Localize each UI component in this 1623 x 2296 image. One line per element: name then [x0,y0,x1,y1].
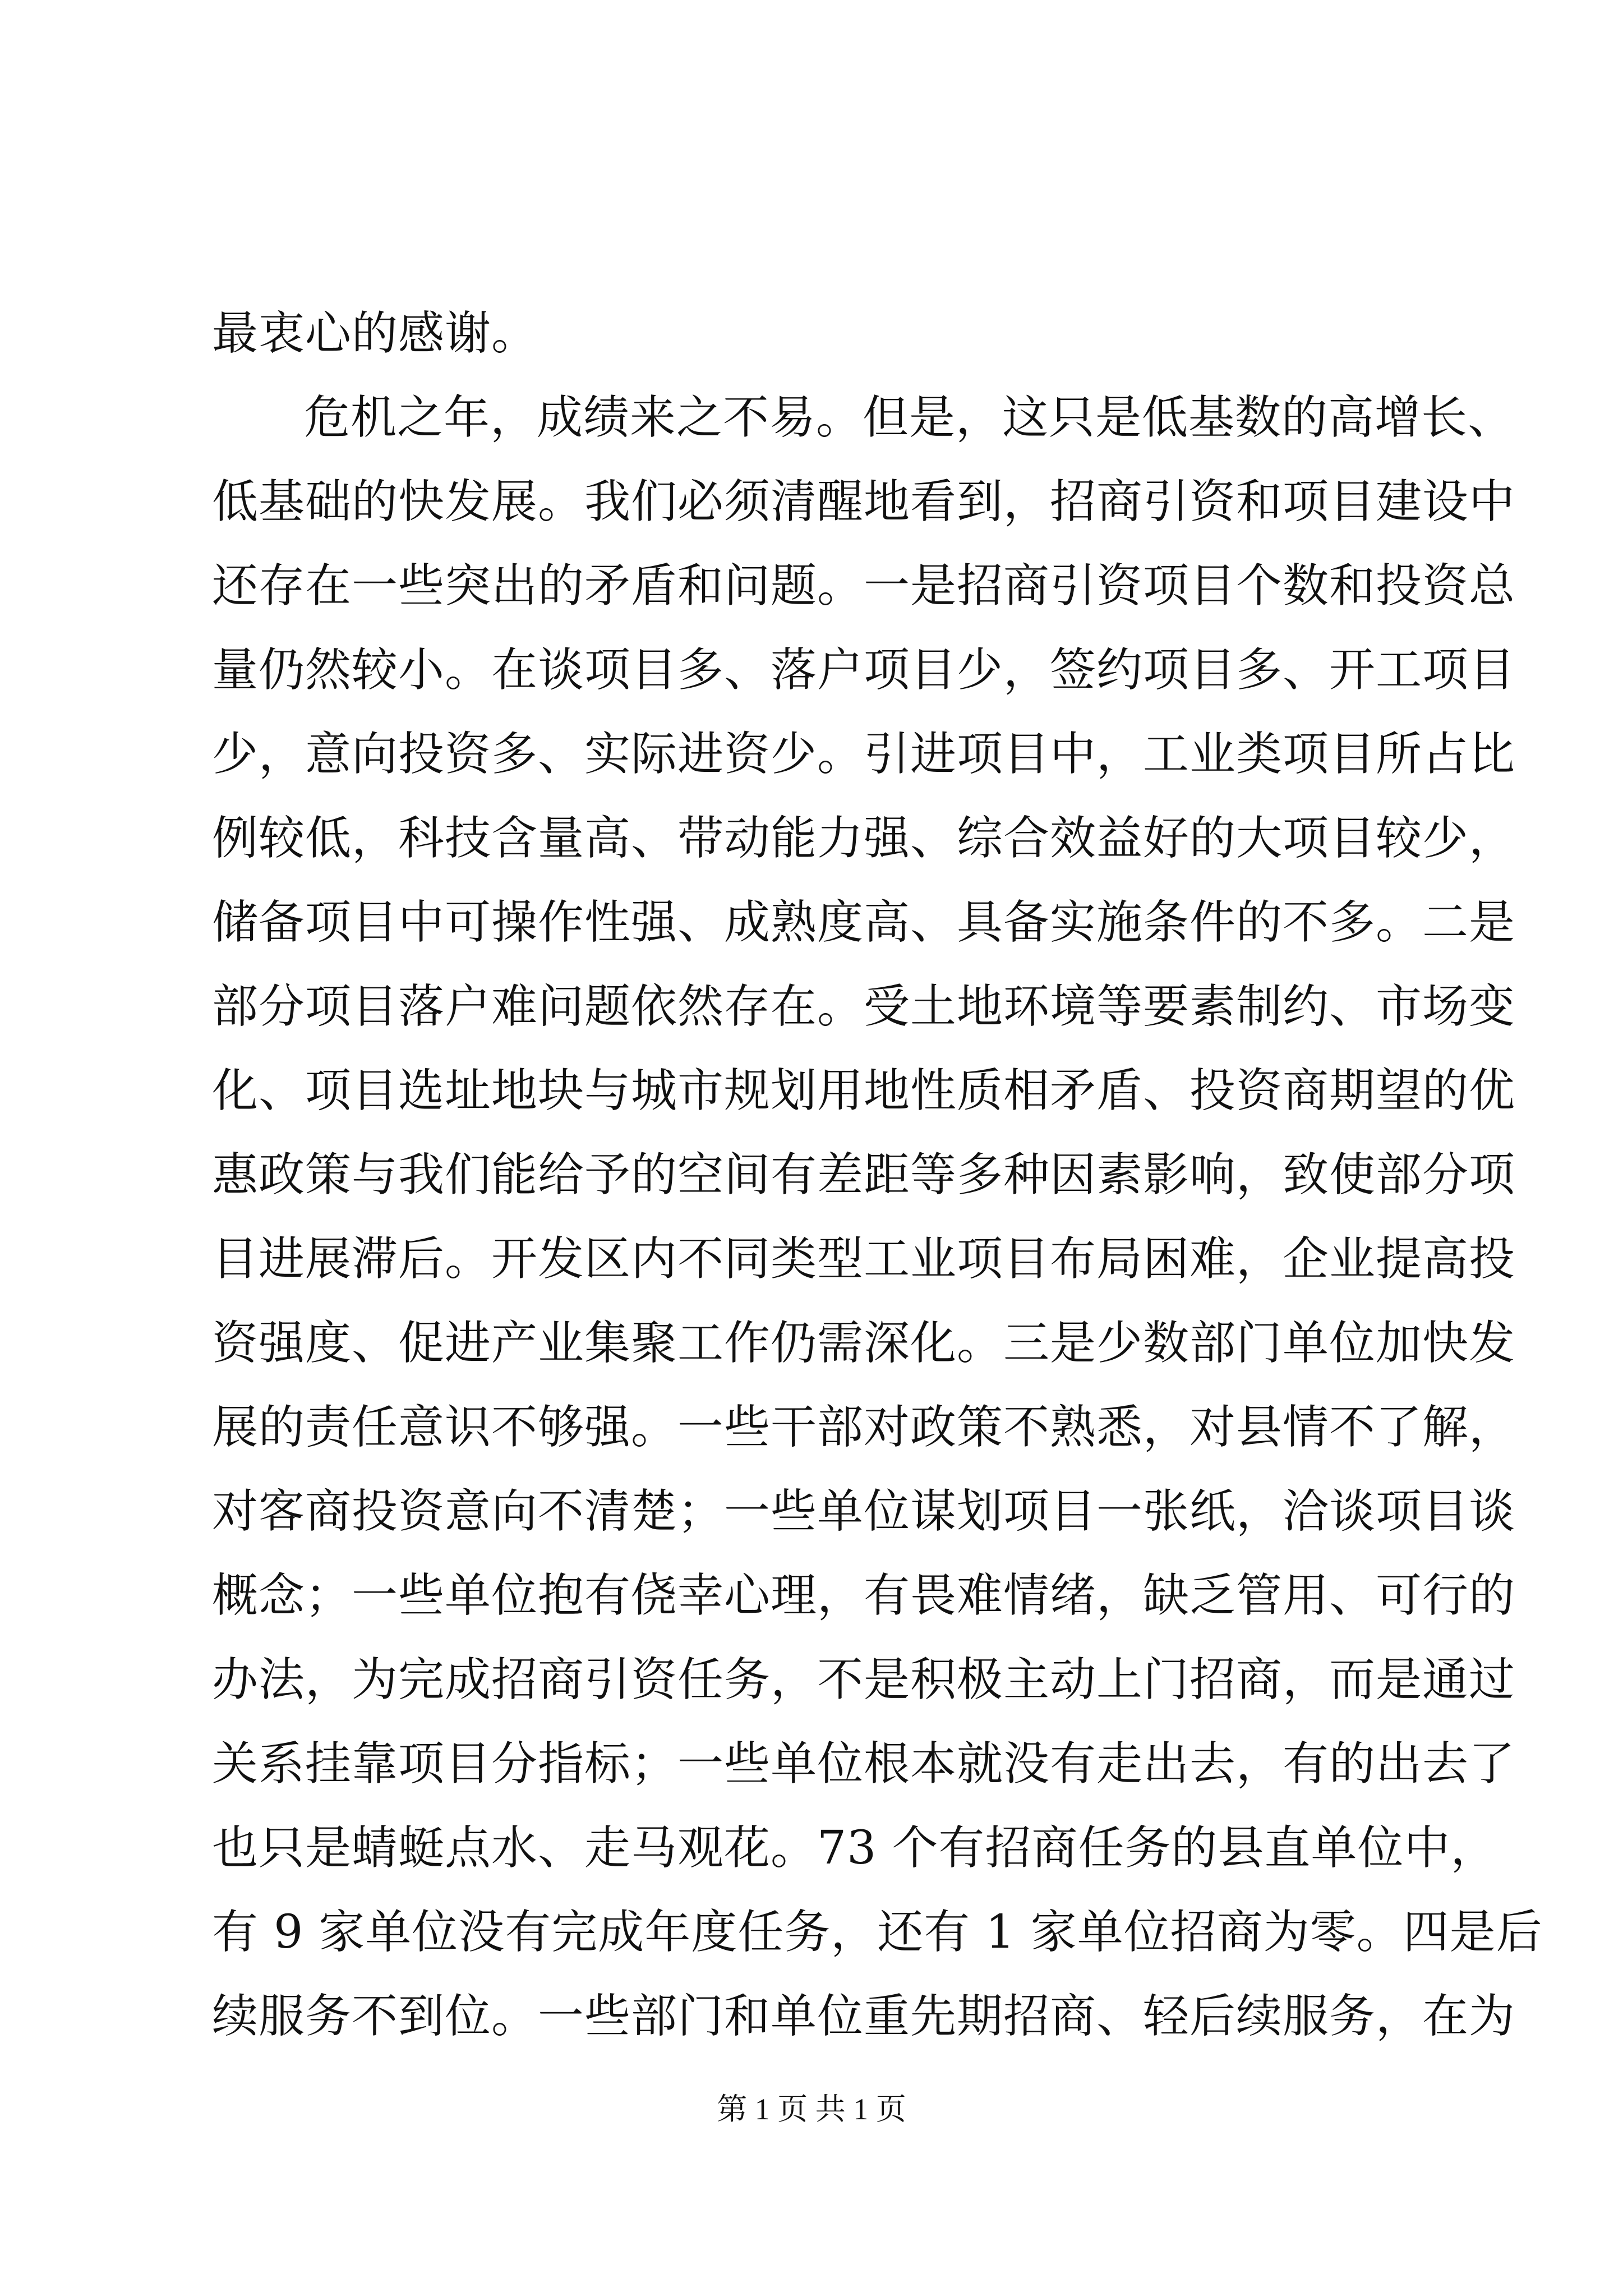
text-line: 对客商投资意向不清楚；一些单位谋划项目一张纸，洽谈项目谈 [212,1485,1516,1538]
document-body [212,292,1543,2059]
page-number-footer: 第 1 页 共 1 页 [717,2092,906,2126]
text-line: 少，意向投资多、实际进资少。引进项目中，工业类项目所占比 [212,728,1516,781]
text-line: 化、项目选址地块与城市规划用地性质相矛盾、投资商期望的优 [212,1064,1516,1117]
text-line: 有 9 家单位没有完成年度任务，还有 1 家单位招商为零。四是后 [212,1906,1543,1959]
text-line: 惠政策与我们能给予的空间有差距等多种因素影响，致使部分项 [212,1148,1516,1202]
text-line: 资强度、促进产业集聚工作仍需深化。三是少数部门单位加快发 [212,1317,1516,1370]
text-line: 部分项目落户难问题依然存在。受土地环境等要素制约、市场变 [212,980,1516,1033]
text-line: 概念；一些单位抱有侥幸心理，有畏难情绪，缺乏管用、可行的 [212,1569,1516,1622]
paragraph-start-line: 危机之年，成绩来之不易。但是，这只是低基数的高增长、 [304,391,1515,444]
text-line: 量仍然较小。在谈项目多、落户项目少，签约项目多、开工项目 [212,643,1516,697]
text-line: 例较低，科技含量高、带动能力强、综合效益好的大项目较少， [212,812,1516,865]
text-line: 目进展滞后。开发区内不同类型工业项目布局困难，企业提高投 [212,1232,1516,1286]
text-line: 展的责任意识不够强。一些干部对政策不熟悉，对县情不了解， [212,1401,1516,1454]
text-line: 关系挂靠项目分指标；一些单位根本就没有走出去，有的出去了 [212,1737,1516,1791]
text-line: 储备项目中可操作性强、成熟度高、具备实施条件的不多。二是 [212,896,1516,949]
text-line: 还存在一些突出的矛盾和问题。一是招商引资项目个数和投资总 [212,559,1516,613]
text-line: 办法，为完成招商引资任务，不是积极主动上门招商，而是通过 [212,1653,1516,1706]
text-line: 最衷心的感谢。 [212,307,538,360]
text-line: 低基础的快发展。我们必须清醒地看到，招商引资和项目建设中 [212,475,1516,528]
text-line: 续服务不到位。一些部门和单位重先期招商、轻后续服务，在为 [212,1990,1516,2043]
text-line: 也只是蜻蜓点水、走马观花。73 个有招商任务的县直单位中， [212,1821,1497,1875]
